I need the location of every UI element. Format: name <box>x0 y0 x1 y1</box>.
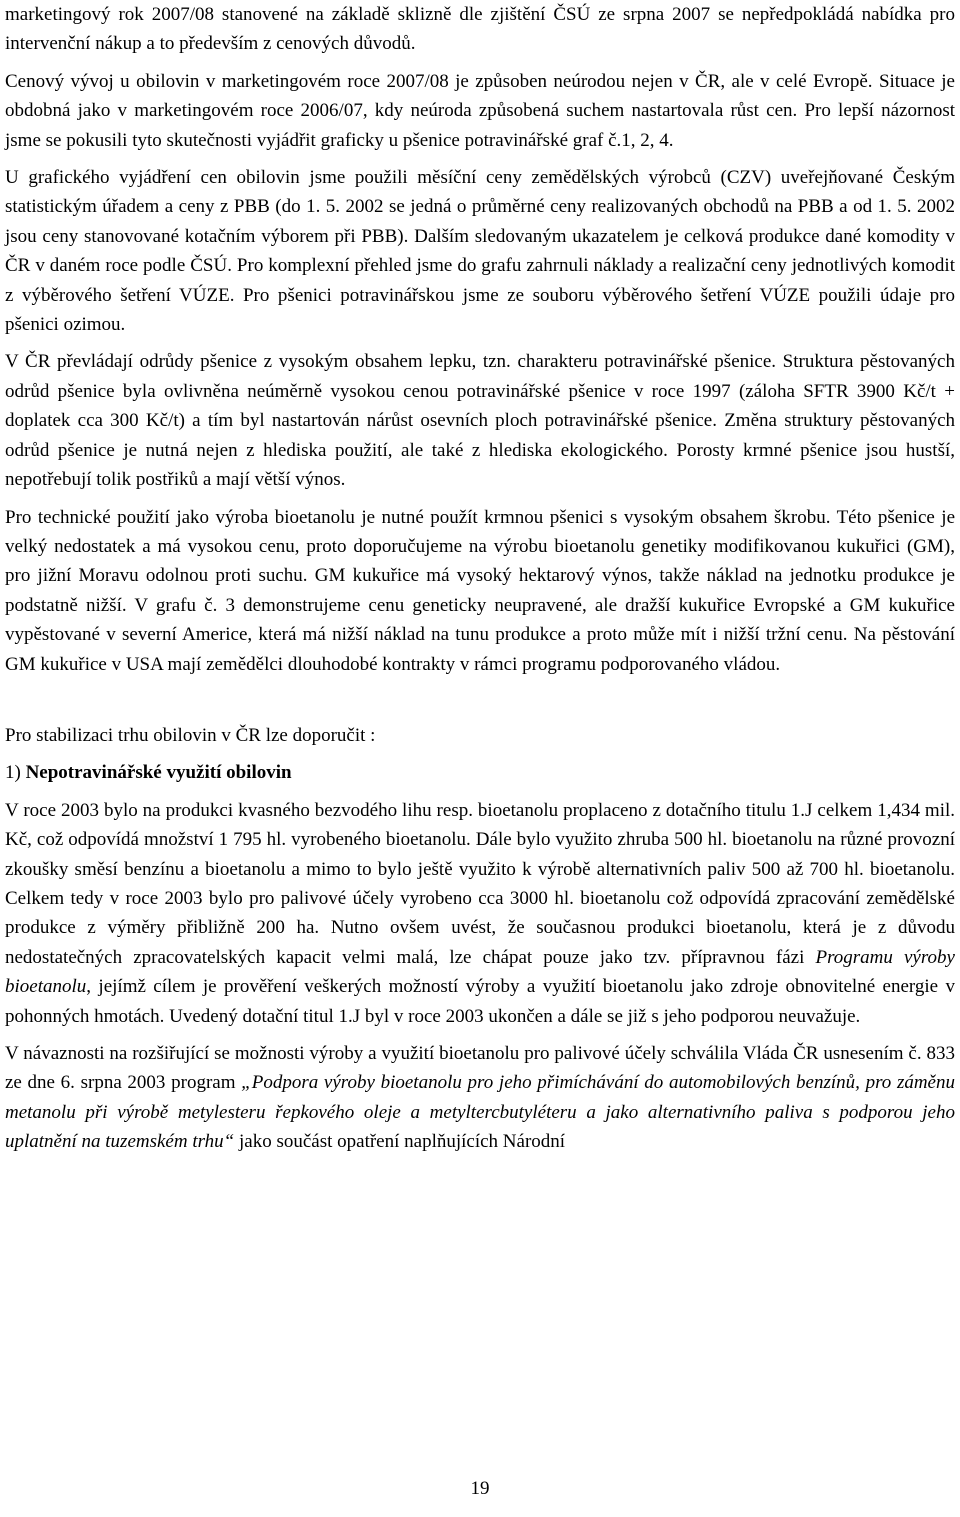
paragraph-bioethanol-2003 <box>5 796 955 1031</box>
program-title-italic: „Podpora výroby bioetanolu pro jeho přimíchávání do automobilových benzínů, pro záměnu metanolu při výrobě metylesteru řepkového oleje a metyltercbutyléteru a jako alternativního paliva s podporou jeho uplatnění na tuzemském trhu“ <box>5 1072 955 1153</box>
paragraph-wheat-varieties: V ČR převládají odrůdy pšenice z vysokým obsahem lepku, tzn. charakteru potravinářské pšenice. Struktura pěstovaných odrůd pšenice byla ovlivněna neúměrně vysokou cenou potravinářské pšenice v roce 1997 (záloha SFTR 3900 Kč/t + doplatek cca 300 Kč/t) a tím byl nastartován nárůst osevních ploch potravinářské pšenice. Změna struktury pěstovaných odrůd pšenice je nutná nejen z hlediska použití, ale také z hlediska ekologického. Porosty krmné pšenice jsou hustší, nepotřebují tolik postřiků a mají větší výnos. <box>5 351 955 491</box>
page-number: 19 <box>470 1478 490 1499</box>
paragraph-price-development: Cenový vývoj u obilovin v marketingovém roce 2007/08 je způsoben neúrodou nejen v ČR, ale v celé Evropě. Situace je obdobná jako v marketingovém roce 2006/07, kdy neúroda způsobená suchem nastartovala růst cen. Pro lepší názornost jsme se pokusili tyto skutečnosti vyjádřit graficky u pšenice potravinářské graf č.1, 2, 4. <box>5 70 955 151</box>
paragraph-bioethanol-2003-part-b: , jejímž cílem je prověření veškerých možností výroby a využití bioetanolu jako zdroje obnovitelné energie v pohonných hmotách. Uvedený dotační titul 1.J byl v roce 2003 ukončen a dále se již s jeho podporou neuvažuje. <box>5 976 955 1027</box>
document-page <box>5 0 955 1157</box>
paragraph-government-program-part-b: jako součást opatření naplňujících Národní <box>234 1131 566 1153</box>
paragraph-government-program-part-a: V návaznosti na rozšiřující se možnosti výroby a využití bioetanolu pro palivové účely schválila Vláda ČR usnesením č. 833 ze dne 6. srpna 2003 program <box>5 1043 955 1094</box>
section-heading-number: 1) <box>5 762 21 784</box>
paragraph-intervention-purchase: marketingový rok 2007/08 stanovené na základě sklizně dle zjištění ČSÚ ze srpna 2007 se nepředpokládá nabídka pro intervenční nákup a to především z cenových důvodů. <box>5 4 955 55</box>
section-heading-title: Nepotravinářské využití obilovin <box>25 762 292 784</box>
paragraph-graph-method: U grafického vyjádření cen obilovin jsme použili měsíční ceny zemědělských výrobců (CZV) uveřejňované Českým statistickým úřadem a ceny z PBB (do 1. 5. 2002 se jedná o průměrné ceny realizovaných obchodů na PBB a od 1. 5. 2002 jsou ceny stanovované kotačním výborem při PBB). Dalším sledovaným ukazatelem je celková produkce dané komodity v ČR v daném roce podle ČSÚ. Pro komplexní přehled jsme do grafu zahrnuli náklady a realizační ceny jednotlivých komodit z výběrového šetření VÚZE. Pro pšenici potravinářskou jsme ze souboru výběrového šetření VÚZE použili údaje pro pšenici ozimou. <box>5 167 955 336</box>
paragraph-government-program <box>5 1039 955 1157</box>
program-name-italic: Programu výroby bioetanolu <box>5 946 955 998</box>
paragraph-bioethanol-2003-part-a: V roce 2003 bylo na produkci kvasného bezvodého lihu resp. bioetanolu proplaceno z dotačního titulu 1.J celkem 1,434 mil. Kč, což odpovídá množství 1 795 hl. vyrobeného bioetanolu. Dále bylo využito zhruba 500 hl. bioetanolu na různé provozní zkoušky směsí benzínu a bioetanolu a mimo to bylo ještě využito k výrobě alternativních paliv 500 až 700 hl. bioetanolu. Celkem tedy v roce 2003 bylo pro palivové účely vyrobeno cca 3000 hl. bioetanolu což odpovídá zpracování zemědělské produkce z výměry přibližně 200 ha. Nutno ovšem uvést, že současnou produkci bioetanolu, která je z důvodu nedostatečných zpracovatelských kapacit velmi malá, lze chápat pouze jako tzv. přípravnou fázi <box>5 799 955 968</box>
paragraph-bioethanol-corn: Pro technické použití jako výroba bioetanolu je nutné použít krmnou pšenici s vysokým obsahem škrobu. Této pšenice je velký nedostatek a má vysokou cenu, proto doporučujeme na výrobu bioetanolu genetiky modifikovanou kukuřici (GM), pro jižní Moravu odolnou proti suchu. GM kukuřice má vysoký hektarový výnos, takže náklad na jednotku produkce je podstatně nižší. V grafu č. 3 demonstrujeme cenu geneticky neupravené, ale dražší kukuřice Evropské a GM kukuřice vypěstované v severní Americe, která má nižší náklad na tunu produkce a proto může mít i nižší tržní cenu. Na pěstování GM kukuřice v USA mají zemědělci dlouhodobé kontrakty v rámci programu podporovaného vládou. <box>5 506 955 675</box>
paragraph-stabilization-intro: Pro stabilizaci trhu obilovin v ČR lze doporučit : <box>5 724 376 746</box>
section-heading <box>5 758 955 787</box>
